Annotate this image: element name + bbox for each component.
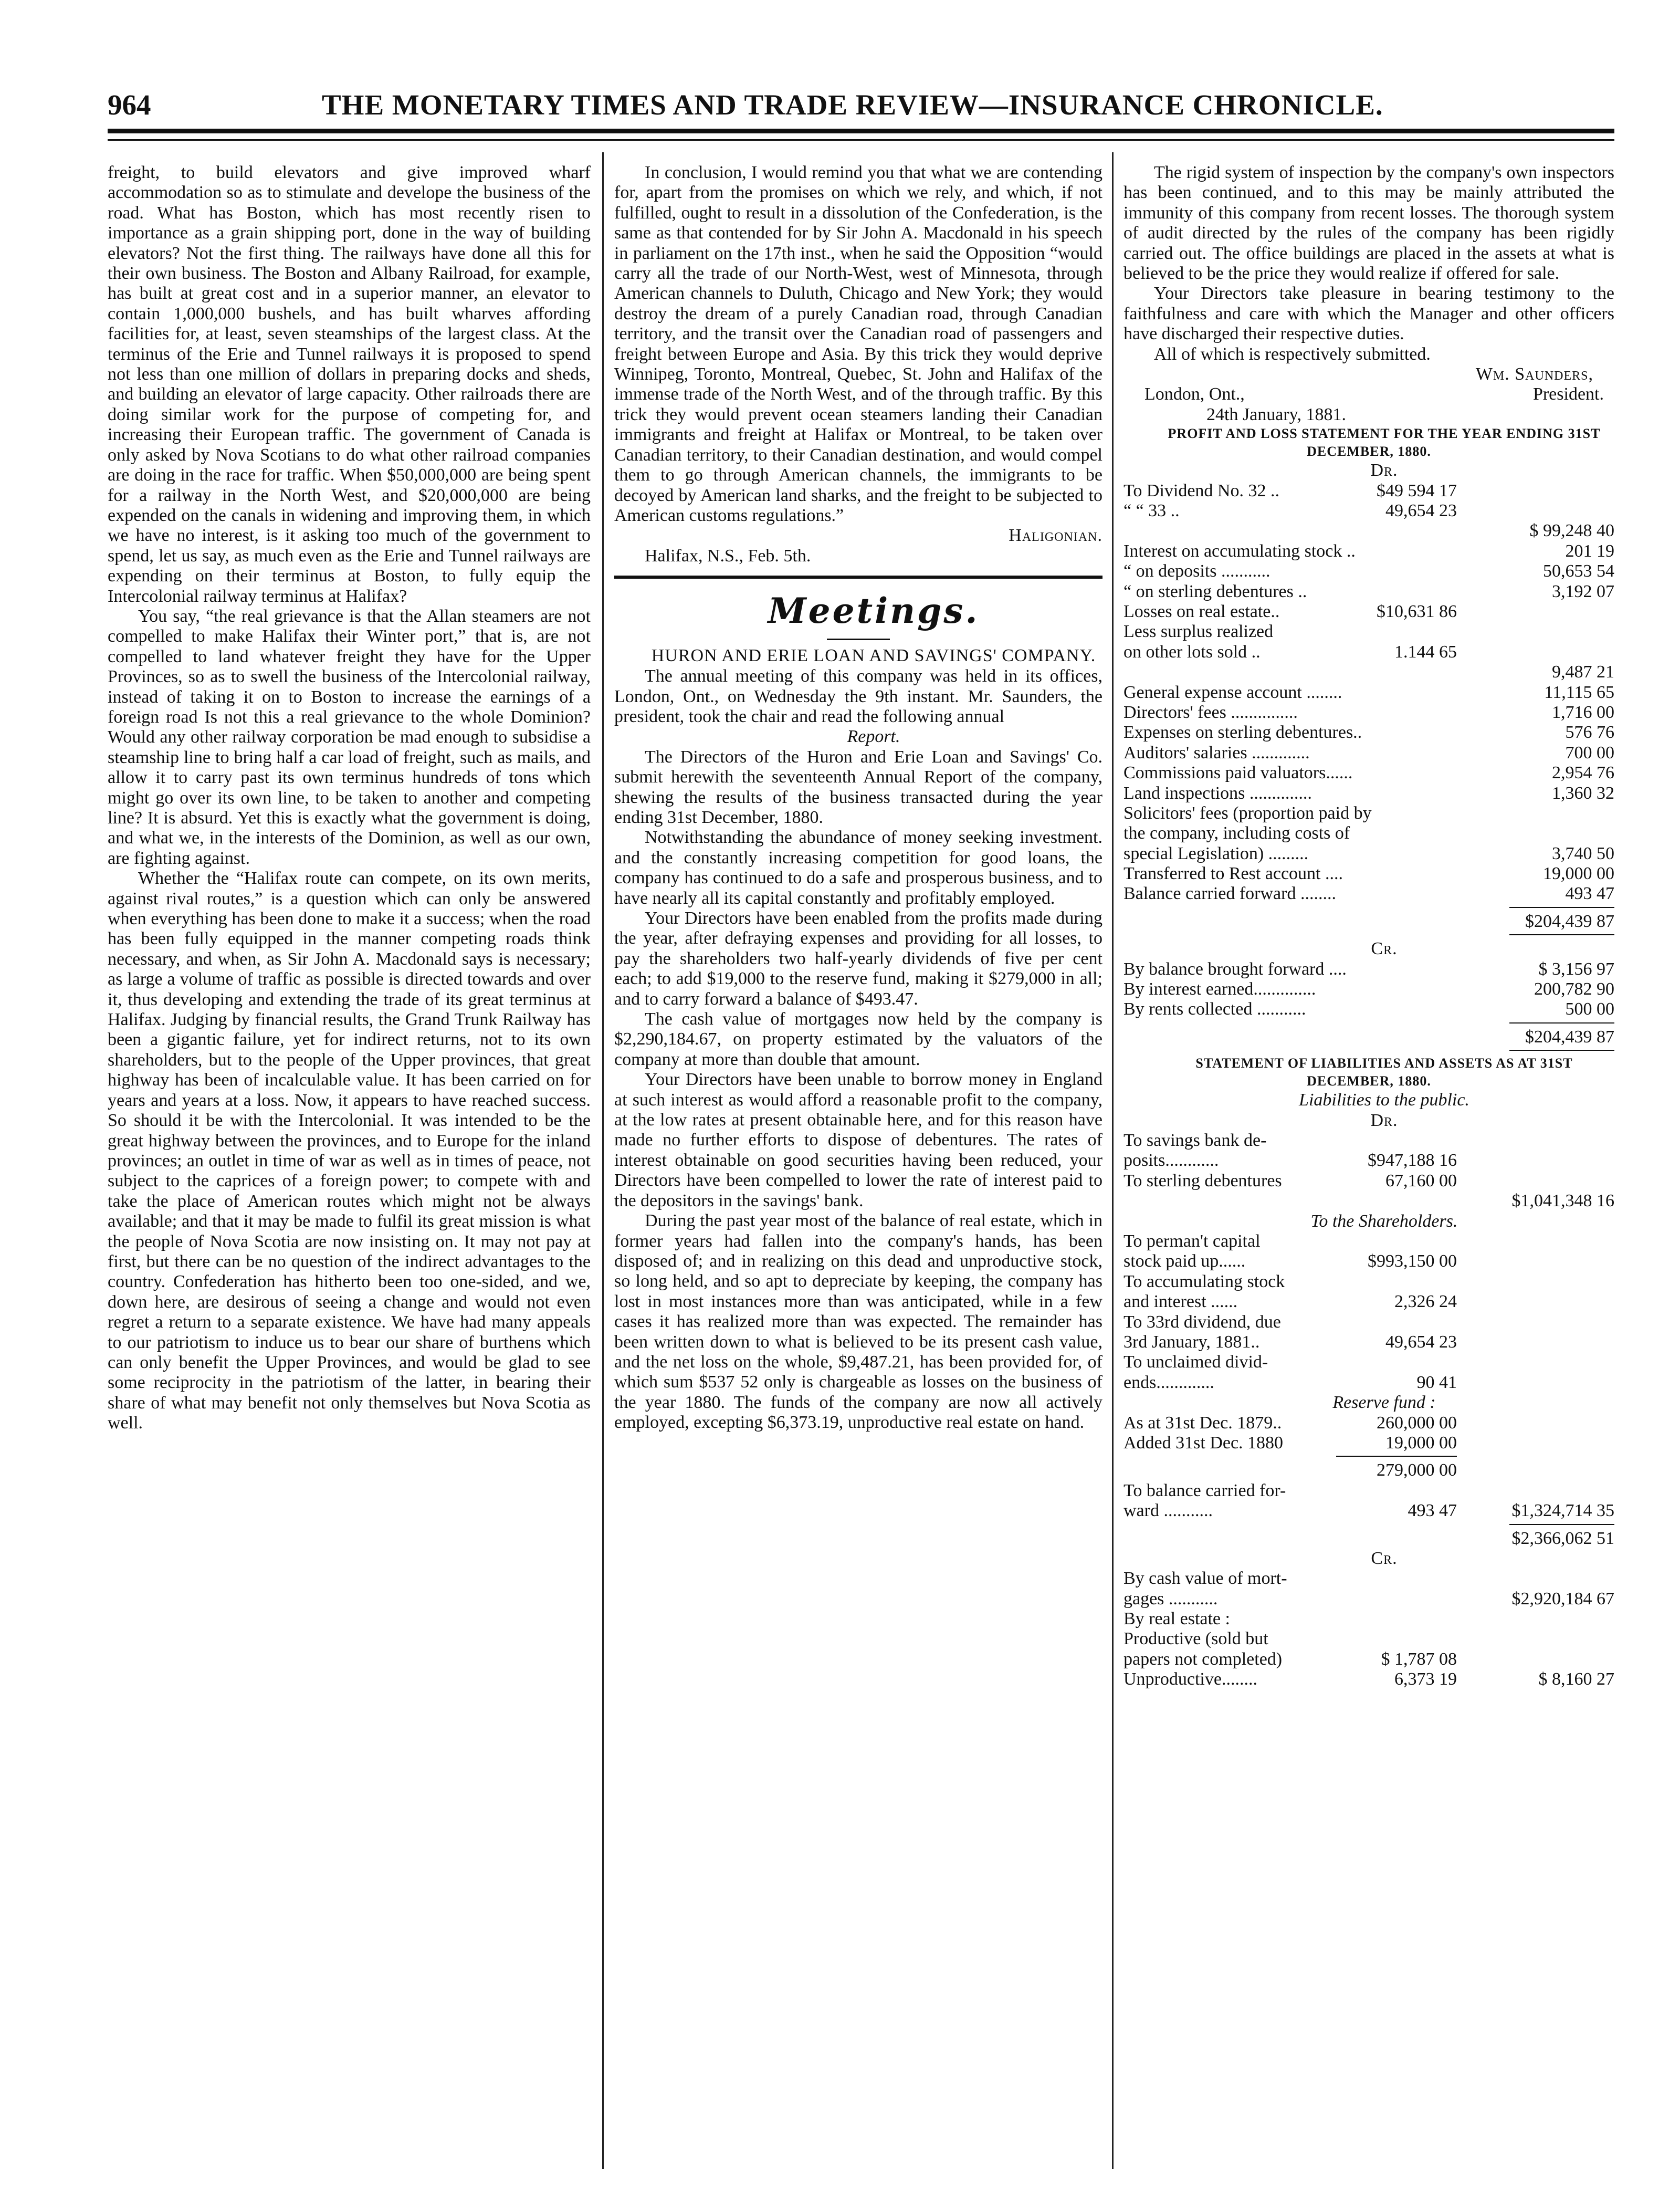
row-label: “ on deposits ........... (1124, 561, 1270, 581)
reserve-fund-heading: Reserve fund : (1332, 1393, 1436, 1413)
letter-dateline: Halifax, N.S., Feb. 5th. (645, 546, 811, 566)
statement-row (1124, 803, 1614, 823)
row-amount: 19,000 00 (1543, 864, 1614, 884)
row-label: To sterling debentures (1124, 1171, 1282, 1191)
credit-heading: Cr. (1371, 939, 1398, 959)
row-label: “ “ 33 .. (1124, 501, 1180, 521)
row-amount: $ 3,156 97 (1538, 959, 1614, 979)
row-label: special Legislation) ......... (1124, 843, 1309, 863)
statement-row (1124, 582, 1614, 602)
row-label: “ on sterling debentures .. (1124, 581, 1307, 601)
page-number: 964 (108, 89, 151, 121)
row-amount: $1,324,714 35 (1511, 1501, 1614, 1521)
row-label: ward ........... (1124, 1501, 1213, 1521)
column-1 (108, 163, 591, 1434)
row-subamount: 90 41 (1416, 1372, 1457, 1392)
row-amount: $ 99,248 40 (1529, 521, 1614, 541)
column-2 (614, 163, 1102, 1433)
letter-signature: Haligonian. (1009, 526, 1102, 546)
total-amount: $1,041,348 16 (1511, 1191, 1614, 1211)
column-divider-1 (602, 152, 604, 2169)
row-label: Added 31st Dec. 1880 (1124, 1433, 1284, 1453)
statement-row (1124, 481, 1614, 501)
credit-heading: Cr. (1371, 1548, 1398, 1568)
reserve-fund-list (1124, 1413, 1614, 1454)
row-label: By rents collected ........... (1124, 999, 1306, 1019)
statement-row (1124, 642, 1614, 662)
column-3 (1124, 163, 1614, 1690)
public-liabilities-total (1124, 1191, 1614, 1211)
row-label: By interest earned.............. (1124, 979, 1316, 999)
report-signer-role: President. (1532, 384, 1604, 404)
row-label: To accumulating stock (1124, 1271, 1285, 1291)
row-label: General expense account ........ (1124, 682, 1342, 702)
statement-row (1124, 1231, 1614, 1251)
row-amount: 200,782 90 (1534, 979, 1614, 999)
row-label: To 33rd dividend, due (1124, 1312, 1281, 1332)
row-label: papers not completed) (1124, 1649, 1283, 1669)
statement-row (1124, 1649, 1614, 1669)
article-paragraph: You say, “the real grievance is that the Allan steamers are not compelled to make Halifax their Winter port,” that is, are not compelled to land whatever freight they have for the Upper Provinces, so as to swell the business of the Intercolonial railway, instead of taking it on to Boston to increase the earnings of a foreign road Is not this a real grievance to the whole Dominion? Would any other railway corporation be mad enough to subsidise a steamship line to bring half a car load of freight, such as mails, and allow it to carry past its own terminus hundreds of tons which might go over its own line, to be taken to another and competing line? It is absurd. Yet this is exactly what the government is doing, and what we, in the interests of the Dominion, as well as our own, are fighting against. (108, 606, 591, 868)
row-subamount: 260,000 00 (1377, 1413, 1457, 1433)
total-amount: $2,366,062 51 (1511, 1528, 1614, 1548)
statement-row (1124, 561, 1614, 581)
row-amount: $2,920,184 67 (1511, 1589, 1614, 1609)
row-label: To unclaimed divid- (1124, 1352, 1268, 1372)
statement-row (1124, 884, 1614, 904)
statement-row (1124, 1292, 1614, 1312)
statement-row (1124, 999, 1614, 1019)
profit-loss-title: PROFIT AND LOSS STATEMENT FOR THE YEAR ENDING 31ST DECEMBER, 1880. (1168, 426, 1601, 460)
statement-row (1124, 1171, 1614, 1191)
statement-row (1124, 501, 1614, 521)
statement-row (1124, 1433, 1614, 1453)
article-paragraph: The cash value of mortgages now held by the company is $2,290,184.67, on property estimated by the valuators of the company at more than double that amount. (614, 1009, 1102, 1069)
statement-row (1124, 1589, 1614, 1609)
total-amount: $204,439 87 (1525, 911, 1614, 931)
article-paragraph: The rigid system of inspection by the company's own inspectors has been continued, and to this may be mainly attributed the immunity of this company from recent losses. The thorough system of audit directed by the rules of the company has been rigidly carried out. The office buildings are placed in the assets at what is believed to be the price they would realize if offered for sale. (1124, 163, 1614, 284)
row-label: the company, including costs of (1124, 823, 1350, 843)
sum-rule (1124, 932, 1614, 939)
statement-row (1124, 1481, 1614, 1501)
row-label: Unproductive........ (1124, 1669, 1257, 1689)
statement-row (1124, 1272, 1614, 1292)
article-paragraph: The Directors of the Huron and Erie Loan and Savings' Co. submit herewith the seventeenth Annual Report of the company, shewing the results of the business transacted during the year ending 31st December, 1880. (614, 747, 1102, 827)
statement-row (1124, 979, 1614, 999)
row-label: stock paid up...... (1124, 1251, 1246, 1271)
article-paragraph: Notwithstanding the abundance of money seeking investment. and the constantly increasing competition for good loans, the company has continued to do a safe and prosperous business, and to have nearly all its capital constantly and profitably employed. (614, 828, 1102, 908)
row-amount: 500 00 (1565, 999, 1614, 1019)
row-amount: 2,954 76 (1552, 763, 1614, 783)
heading-rule (827, 639, 890, 640)
statement-row (1124, 683, 1614, 703)
row-subamount: 1.144 65 (1394, 642, 1457, 662)
row-subamount: 67,160 00 (1385, 1171, 1457, 1191)
row-label: Commissions paid valuators...... (1124, 763, 1353, 783)
report-date: 24th January, 1881. (1206, 404, 1346, 424)
row-amount: 1,360 32 (1552, 783, 1614, 803)
statement-row (1124, 784, 1614, 803)
row-label: 3rd January, 1881.. (1124, 1332, 1260, 1352)
shareholders-heading: To the Shareholders. (1310, 1211, 1458, 1231)
column-divider-2 (1112, 152, 1114, 2169)
row-amount: 3,192 07 (1552, 581, 1614, 601)
sum-rule (1124, 904, 1614, 912)
reserve-fund-total (1124, 1460, 1614, 1480)
publication-title: THE MONETARY TIMES AND TRADE REVIEW—INSURANCE CHRONICLE. (322, 89, 1383, 121)
meetings-heading: Meetings. (768, 590, 980, 632)
row-amount: 50,653 54 (1543, 561, 1614, 581)
article-paragraph: Your Directors have been unable to borrow money in England at such interest as would afford a reasonable profit to the company, at the low rates at present obtainable here, and for this reason have made no further efforts to dispose of debentures. The rates of interest obtainable on good securities having been reduced, your Directors have been compelled to lower the rate of interest paid to the depositors in the savings' bank. (614, 1070, 1102, 1210)
page-header (108, 88, 1614, 129)
sum-rule (1124, 1453, 1614, 1460)
section-rule (614, 576, 1102, 579)
row-label: on other lots sold .. (1124, 642, 1261, 662)
article-paragraph: The annual meeting of this company was held in its offices, London, Ont., on Wednesday the 9th instant. Mr. Saunders, the president, took the chair and read the following annual (614, 666, 1102, 726)
row-label: Productive (sold but (1124, 1629, 1268, 1649)
row-label: Transferred to Rest account .... (1124, 864, 1343, 884)
article-paragraph: During the past year most of the balance of real estate, which in former years had fallen into the company's hands, has been disposed of; and in realizing on this dead and unproductive stock, so long held, and so apt to depreciate by keeping, the company has lost in most instances more than was anticipated, while in a few cases it has realized more than was expected. The remainder has been written down to what is believed to be its present cash value, and the net loss on the whole, $9,487.21, has been provided for, of which sum $537 52 only is chargeable as losses on the business of the year 1880. The funds of the company are now all actively employed, excepting $6,373.19, unproductive real estate on hand. (614, 1211, 1102, 1433)
row-label: To balance carried for- (1124, 1480, 1286, 1500)
row-amount: 11,115 65 (1544, 682, 1614, 702)
statement-row (1124, 703, 1614, 723)
row-label: Solicitors' fees (proportion paid by (1124, 803, 1372, 823)
row-amount: $ 8,160 27 (1538, 1669, 1614, 1689)
statement-row (1124, 1669, 1614, 1689)
article-paragraph: Your Directors take pleasure in bearing testimony to the faithfulness and care with which the Manager and other officers have discharged their respective duties. (1124, 284, 1614, 344)
row-label: gages ........... (1124, 1589, 1218, 1609)
row-subamount: 49,654 23 (1385, 501, 1457, 521)
row-label: Losses on real estate.. (1124, 602, 1280, 622)
article-paragraph: In conclusion, I would remind you that what we are contending for, apart from the promises on which we rely, and which, if not fulfilled, ought to result in a dissolution of the Confederation, is the same as that contended for by Sir John A. Macdonald in his speech in parliament on the 17th inst., when he said the Opposition “would carry all the trade of our North-West, west of Minnesota, through American channels to Duluth, Chicago and New York; they would destroy the dream of a purely Canadian road, through Canadian territory, and the transit over the Canadian road of passengers and freight between Europe and Asia. By this trick they would deprive Winnipeg, Toronto, Montreal, Quebec, St. John and Halifax of the immense trade of the North West, and of the through traffic. By this trick they would prevent ocean steamers landing their Canadian immigrants and freight at Halifax or Montreal, to be taken over Canadian territory, to their Canadian destination, and would compel them to go through American channels, the immigrants to be decoyed by American land sharks, and the freight to be subjected to American customs regulations.” (614, 163, 1102, 525)
row-label: Land inspections .............. (1124, 783, 1312, 803)
row-amount: 201 19 (1565, 541, 1614, 561)
statement-row (1124, 1373, 1614, 1393)
article-paragraph: freight, to build elevators and give improved wharf accommodation so as to stimulate and develope the business of the road. What has Boston, which has most recently risen to importance as a grain shipping port, done in the way of building elevators? Not the first thing. The railways have done all this for their own business. The Boston and Albany Railroad, for example, has built at great cost and in a superior manner, an elevator to contain 1,000,000 bushels, and has built wharves affording facilities for, at least, seven steamships of the largest class. At the terminus of the Erie and Tunnel railways it is proposed to spend not less than one million of dollars in preparing docks and sheds, and building an elevator of large capacity. Other railroads there are doing similar work for the purpose of competing for, and increasing their European traffic. The government of Canada is only asked by Nova Scotians to do what other railroad companies are doing in the race for traffic. When $50,000,000 are being spent for a railway in the North West, and $20,000,000 are being expended on the canals in widening and improving them, in which we have no interest, is it asking too much of the government to spend, let us say, as much even as the Erie and Tunnel railways are expending on their terminus at Boston, to fully equip the Intercolonial railway terminus at Halifax? (108, 163, 591, 606)
row-amount: 9,487 21 (1552, 662, 1614, 682)
statement-row (1124, 622, 1614, 642)
report-place: London, Ont., (1144, 384, 1245, 404)
statement-row (1124, 844, 1614, 864)
header-rule-thin (108, 139, 1614, 141)
article-paragraph: Whether the “Halifax route can compete, on its own merits, against rival routes,” is a question which can only be answered when everything has been done to make it a success; when the road has been fully equipped in the manner competing roads think necessary, and when, as Sir John A. Macdonald says is necessary; as large a volume of traffic as possible is directed towards and over it, thus developing and extending the trade of its great terminus at Halifax. Judging by financial results, the Grand Trunk Railway has been a gigantic failure, yet for indirect returns, not to its own shareholders, but to the people of the Upper provinces, that great highway has been of incalculable value. It has been carried on for years and years at a loss. Now, it appears to have reached success. So should it be with the Intercolonial. It was intended to be the great highway between the provinces, and to Europe for the inland provinces; an outlet in time of war as well as in times of peace, not subject to the caprices of a foreign power; to compete with and take the place of American routes which might not be always available; and that it may be made to fulfil its great mission is what the people of Nova Scotia are now insisting on. It may not pay at first, but there can be no question of the indirect advantages to the country. Confederation has hitherto been too one-sided, and we, down here, are desirous of seeing a change and would not even regret a return to a separate existence. We have had many appeals to our patriotism to induce us to bear our share of burthens which can only benefit the Upper Provinces, and would be glad to see some reciprocity in the patriotism of the latter, in bearing their share of what may benefit not only themselves but Nova Scotia as well. (108, 869, 591, 1433)
row-label: To Dividend No. 32 .. (1124, 481, 1279, 500)
profit-loss-debit-list (1124, 481, 1614, 904)
row-subamount: $993,150 00 (1368, 1251, 1457, 1271)
row-subamount: $49 594 17 (1377, 481, 1457, 500)
statement-row (1124, 1413, 1614, 1433)
row-amount: 700 00 (1565, 743, 1614, 763)
statement-row (1124, 1569, 1614, 1589)
row-label: Less surplus realized (1124, 622, 1274, 642)
public-liabilities-list (1124, 1131, 1614, 1191)
row-subamount: 6,373 19 (1394, 1669, 1457, 1689)
row-label: Interest on accumulating stock .. (1124, 541, 1356, 561)
row-label: Auditors' salaries ............. (1124, 743, 1310, 763)
statement-row (1124, 1629, 1614, 1649)
statement-row (1124, 864, 1614, 884)
statement-row (1124, 1312, 1614, 1332)
row-label: posits............ (1124, 1151, 1219, 1171)
row-subamount: $947,188 16 (1368, 1151, 1457, 1171)
statement-row (1124, 959, 1614, 979)
shareholder-liabilities-list (1124, 1231, 1614, 1393)
statement-row (1124, 763, 1614, 783)
statement-row (1124, 662, 1614, 682)
row-label: By balance brought forward .... (1124, 959, 1347, 979)
debit-heading: Dr. (1370, 461, 1398, 481)
statement-row (1124, 743, 1614, 763)
row-label: Directors' fees ............... (1124, 702, 1298, 722)
row-label: By real estate : (1124, 1609, 1230, 1629)
statement-row (1124, 541, 1614, 561)
signature-line (1124, 384, 1614, 404)
row-subamount: $10,631 86 (1377, 602, 1457, 622)
row-subamount: 19,000 00 (1385, 1433, 1457, 1453)
total-amount: $204,439 87 (1525, 1027, 1614, 1047)
row-label: By cash value of mort- (1124, 1569, 1287, 1589)
row-label: To savings bank de- (1124, 1131, 1267, 1151)
debit-heading: Dr. (1370, 1110, 1398, 1130)
row-label: ends............. (1124, 1372, 1214, 1392)
statement-row (1124, 1251, 1614, 1271)
statement-row (1124, 1609, 1614, 1629)
row-amount: 3,740 50 (1552, 843, 1614, 863)
balance-carried-list (1124, 1481, 1614, 1521)
statement-row (1124, 1501, 1614, 1521)
row-label: To perman't capital (1124, 1231, 1261, 1251)
statement-row (1124, 1332, 1614, 1352)
row-subamount: 2,326 24 (1394, 1292, 1457, 1312)
article-paragraph: Your Directors have been enabled from the profits made during the year, after defraying expenses and providing for all losses, to pay the shareholders two half-yearly dividends of five per cent each; to add $19,000 to the reserve fund, making it $279,000 in all; and to carry forward a balance of $493.47. (614, 908, 1102, 1009)
statement-row (1124, 823, 1614, 843)
report-signer: Wm. Saunders, (1475, 364, 1593, 384)
statement-row (1124, 602, 1614, 622)
statement-row (1124, 1352, 1614, 1372)
profit-loss-credit-list (1124, 959, 1614, 1020)
row-label: Expenses on sterling debentures.. (1124, 723, 1362, 743)
liabilities-public-heading: Liabilities to the public. (1299, 1090, 1469, 1110)
assets-list (1124, 1569, 1614, 1689)
statement-row (1124, 1131, 1614, 1151)
subtotal-amount: 279,000 00 (1377, 1460, 1457, 1480)
sum-rule (1124, 1020, 1614, 1027)
row-label: and interest ...... (1124, 1292, 1238, 1312)
header-rule-thick (108, 129, 1614, 133)
liabilities-assets-title: STATEMENT OF LIABILITIES AND ASSETS AS AT 31ST DECEMBER, 1880. (1195, 1056, 1573, 1089)
report-heading: Report. (847, 727, 900, 747)
statement-row (1124, 1151, 1614, 1171)
statement-row (1124, 521, 1614, 541)
row-label: As at 31st Dec. 1879.. (1124, 1413, 1282, 1433)
sum-rule (1124, 1047, 1614, 1054)
row-label: Balance carried forward ........ (1124, 884, 1336, 904)
article-paragraph: All of which is respectively submitted. (1154, 344, 1431, 364)
row-subamount: 493 47 (1408, 1501, 1457, 1521)
profit-loss-debit-total (1124, 912, 1614, 932)
statement-row (1124, 723, 1614, 743)
row-subamount: $ 1,787 08 (1381, 1649, 1457, 1669)
company-heading: HURON AND ERIE LOAN AND SAVINGS' COMPANY. (651, 646, 1096, 666)
row-subamount: 49,654 23 (1385, 1332, 1457, 1352)
sum-rule (1124, 1521, 1614, 1529)
row-amount: 576 76 (1565, 723, 1614, 743)
liabilities-grand-total (1124, 1529, 1614, 1549)
profit-loss-credit-total (1124, 1027, 1614, 1047)
row-amount: 1,716 00 (1552, 702, 1614, 722)
row-amount: 493 47 (1565, 884, 1614, 904)
